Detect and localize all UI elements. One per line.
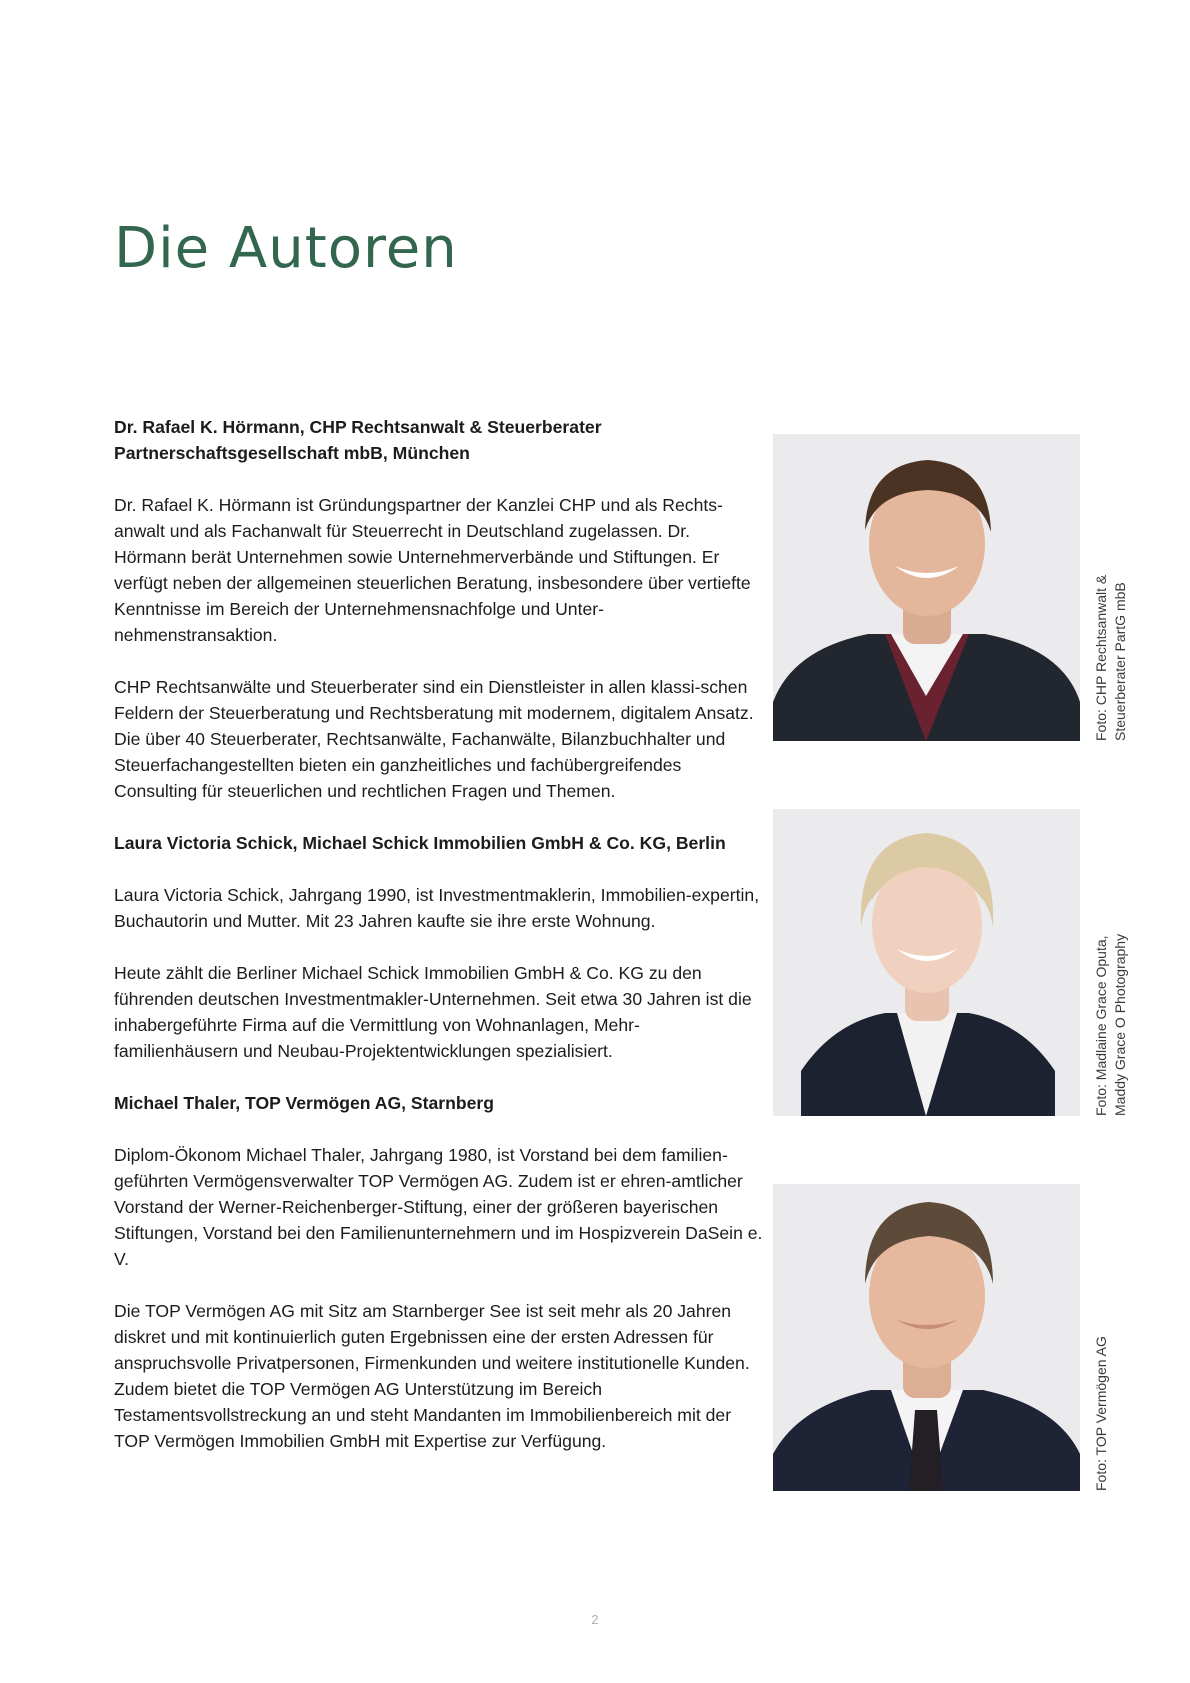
photo-credit-line: Maddy Grace O Photography	[1112, 933, 1128, 1116]
author-portrait-photo	[773, 434, 1080, 741]
author-bio-paragraph: Laura Victoria Schick, Jahrgang 1990, ist Investmentmaklerin, Immobilien-expertin, Buchautorin und Mutter. Mit 23 Jahren kaufte sie ihre erste Wohnung.	[114, 885, 760, 931]
photo-credit-line: Foto: TOP Vermögen AG	[1093, 1336, 1109, 1491]
author-heading-line: Dr. Rafael K. Hörmann, CHP Rechtsanwalt & Steuerberater	[114, 417, 602, 437]
author-bio-paragraph: Heute zählt die Berliner Michael Schick Immobilien GmbH & Co. KG zu den führenden deutschen Investmentmakler-Unternehmen. Seit etwa 30 Jahren ist die inhabergeführte Firma auf die Vermittlung von Wohnanlagen, Mehr-familienhäusern und Neubau-Projektentwicklungen spezialisiert.	[114, 963, 752, 1061]
photo-credit	[1092, 1184, 1136, 1491]
page-number: 2	[591, 1612, 599, 1627]
author-bio-paragraph: Die TOP Vermögen AG mit Sitz am Starnberger See ist seit mehr als 20 Jahren diskret und mit kontinuierlich guten Ergebnissen eine der ersten Adressen für anspruchsvolle Privatpersonen, Firmenkunden und weitere institutionelle Kunden. Zudem bietet die TOP Vermögen AG Unterstützung im Bereich Testamentsvollstreckung an und steht Mandanten im Immobilienbereich mit der TOP Vermögen Immobilien GmbH mit Expertise zur Verfügung.	[114, 1301, 750, 1451]
author-portrait-photo	[773, 809, 1080, 1116]
author-heading: Laura Victoria Schick, Michael Schick Immobilien GmbH & Co. KG, Berlin	[114, 833, 726, 853]
page-title: Die Autoren	[114, 216, 458, 281]
photo-credit-line: Foto: CHP Rechtsanwalt &	[1093, 574, 1109, 741]
author-heading: Michael Thaler, TOP Vermögen AG, Starnberg	[114, 1093, 495, 1113]
photo-credit-line: Foto: Madlaine Grace Oputa,	[1093, 935, 1109, 1116]
author-heading-line: Partnerschaftsgesellschaft mbB, München	[114, 443, 470, 463]
author-bio-paragraph: CHP Rechtsanwälte und Steuerberater sind ein Dienstleister in allen klassi-schen Feldern der Steuerberatung und Rechtsberatung mit modernem, digitalem Ansatz. Die über 40 Steuerberater, Rechtsanwälte, Fachanwälte, Bilanzbuchhalter und Steuerfachangestellten bieten ein ganzheitliches und fachübergreifendes Consulting für steuerlichen und rechtlichen Fragen und Themen.	[114, 677, 754, 801]
authors-text-column	[114, 414, 764, 1480]
author-heading	[114, 414, 764, 466]
photo-credit	[1092, 434, 1136, 741]
author-bio-paragraph: Diplom-Ökonom Michael Thaler, Jahrgang 1980, ist Vorstand bei dem familien-geführten Vermögensverwalter TOP Vermögen AG. Zudem ist er ehren-amtlicher Vorstand der Werner-Reichenberger-Stiftung, einer der größeren bayerischen Stiftungen, Vorstand bei den Familienunternehmern und im Hospizverein DaSein e. V.	[114, 1145, 763, 1269]
author-bio-paragraph: Dr. Rafael K. Hörmann ist Gründungspartner der Kanzlei CHP und als Rechts-anwalt und als Fachanwalt für Steuerrecht in Deutschland zugelassen. Dr. Hörmann berät Unternehmen sowie Unternehmerverbände und Stiftungen. Er verfügt neben der allgemeinen steuerlichen Beratung, insbesondere über vertiefte Kenntnisse im Bereich der Unternehmensnachfolge und Unter-nehmenstransaktion.	[114, 495, 751, 645]
photo-credit-line: Steuerberater PartG mbB	[1112, 582, 1128, 741]
author-portrait-photo	[773, 1184, 1080, 1491]
photo-credit	[1092, 809, 1136, 1116]
